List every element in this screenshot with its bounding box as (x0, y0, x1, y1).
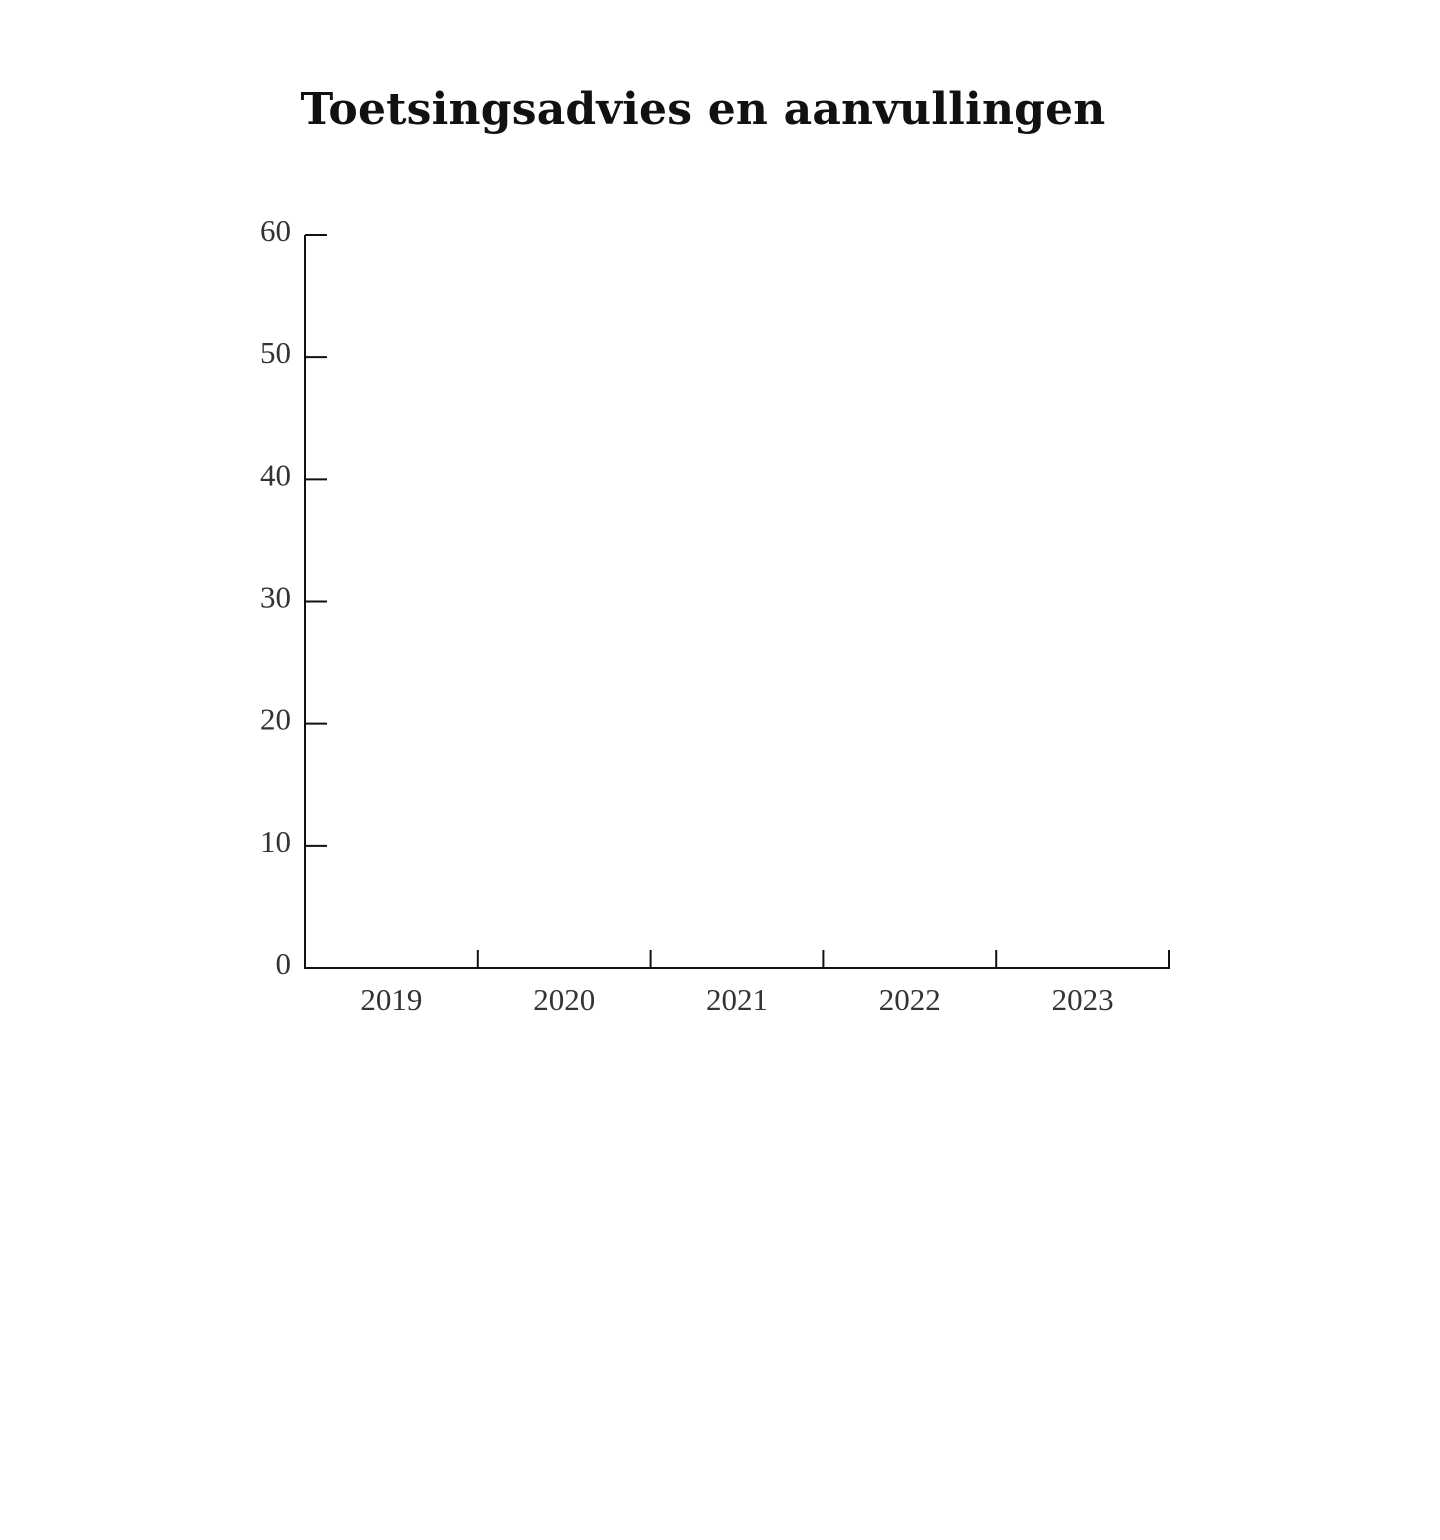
y-tick-label: 10 (260, 823, 291, 859)
x-tick-label: 2022 (878, 982, 941, 1017)
y-tick-label: 30 (260, 579, 291, 615)
y-axis (260, 213, 327, 981)
x-tick-label: 2021 (706, 982, 768, 1017)
x-tick-label: 2020 (533, 982, 596, 1017)
y-tick-label: 20 (260, 701, 291, 737)
x-tick-label: 2019 (360, 982, 423, 1017)
chart-title: Toetsingsadvies en aanvullingen (300, 84, 1106, 135)
y-tick-label: 60 (260, 213, 291, 248)
x-tick-label: 2023 (1051, 982, 1114, 1017)
y-tick-label: 40 (260, 457, 291, 493)
y-tick-label: 50 (260, 335, 291, 371)
y-tick-label: 0 (275, 946, 291, 981)
x-axis (304, 950, 1170, 1017)
